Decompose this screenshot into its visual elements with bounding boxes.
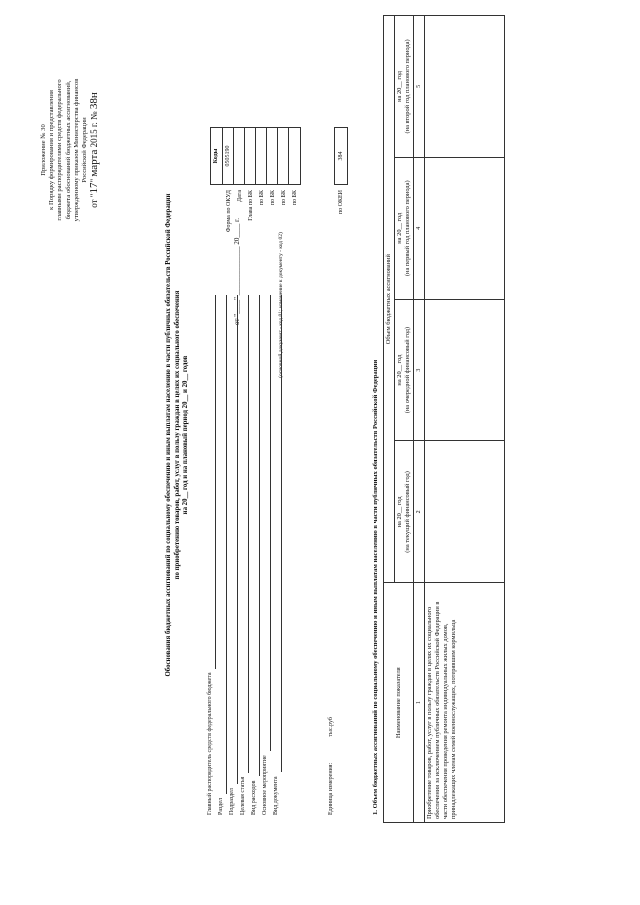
amount-cell[interactable]: [425, 299, 505, 441]
year-column-header: [395, 157, 414, 299]
column-number: 5: [414, 16, 425, 158]
section-title: 1. Объем бюджетных ассигнований по социальному обеспечению и иным выплатам населению в части публичных обязательств Российской Федерации: [372, 359, 379, 815]
order-prefix: от ": [89, 193, 100, 208]
order-reference: от "17" марта 2015 г. № 38н: [88, 92, 101, 208]
field-label: Вид документа: [273, 776, 279, 815]
code-bk-cell[interactable]: [256, 128, 267, 184]
date-line: от "____" ______________ 20____ г.: [233, 217, 241, 325]
field-label: Подраздел: [229, 788, 235, 815]
code-label: по БК: [281, 190, 287, 206]
field-input-line[interactable]: [241, 295, 249, 773]
year-column-header: [395, 299, 414, 441]
field-input-line[interactable]: [263, 295, 271, 751]
year-header-line: на 20__ год: [396, 496, 403, 528]
field-row: [271, 295, 282, 815]
appendix-line: бюджета обоснований бюджетных ассигнований,: [64, 80, 72, 220]
codes-header: Коды: [211, 128, 223, 184]
amount-cell[interactable]: [425, 441, 505, 583]
amount-cell[interactable]: [425, 157, 505, 299]
year-header-line: на 20__ год: [396, 70, 403, 102]
amount-cell[interactable]: [425, 16, 505, 158]
code-bk-cell[interactable]: [289, 128, 300, 184]
document-title: [165, 165, 191, 705]
order-number: 38н: [88, 92, 101, 110]
field-input-line[interactable]: [252, 295, 260, 777]
header-fields: [205, 295, 282, 815]
appendix-line: Российской Федерации: [81, 117, 89, 183]
field-input-line[interactable]: [219, 295, 227, 794]
field-row: [249, 295, 260, 815]
unit-value: тыс.руб: [328, 717, 334, 737]
field-input-line[interactable]: [230, 295, 238, 784]
column-number: 2: [414, 441, 425, 583]
title-line-1: Обоснования бюджетных ассигнований по социальному обеспечению и иным выплатам населению в части публичных обязательств Российской Федерации: [165, 193, 172, 677]
codes-table: [210, 127, 301, 185]
code-label: Форма по ОКУД: [226, 190, 232, 233]
appendix-line: утвержденному приказом Министерства финансов: [72, 78, 80, 222]
code-bk-cell[interactable]: [278, 128, 289, 184]
okei-label: по ОКЕИ: [338, 190, 344, 215]
field-label: Основное мероприятие: [262, 755, 268, 815]
field-label: Целевая статья: [240, 776, 246, 815]
year-header-caption: (на первый год планового периода): [404, 180, 411, 277]
column-number: 3: [414, 299, 425, 441]
title-line-3: на 20__ год и на плановый период 20__ и 20__ годов: [182, 355, 190, 515]
column-number-row: [414, 16, 425, 823]
appendix-line: к Порядку формирования и представления: [48, 90, 56, 210]
table-row: [425, 16, 505, 823]
column-number: 1: [414, 583, 425, 823]
field-label: Раздел: [218, 798, 224, 815]
allocations-group-header: Объем бюджетных ассигнований: [384, 16, 395, 583]
table-header-row: [384, 16, 395, 823]
code-label: по БК: [259, 190, 265, 206]
column-number: 4: [414, 157, 425, 299]
field-row: [260, 295, 271, 815]
order-year: 2015 г. №: [89, 111, 100, 148]
year-column-header: [395, 16, 414, 158]
okei-code-cell[interactable]: 384: [334, 127, 348, 185]
code-okud-cell[interactable]: 0505190: [223, 128, 234, 184]
code-bk-cell[interactable]: [267, 128, 278, 184]
code-chapter-cell[interactable]: [245, 128, 256, 184]
code-label: по БК: [292, 190, 298, 206]
code-date-cell[interactable]: [234, 128, 245, 184]
field-row: [205, 295, 216, 815]
field-row: [216, 295, 227, 815]
year-header-caption: (на текущий финансовый год): [404, 471, 411, 553]
appendix-reference: [40, 35, 101, 265]
unit-row: [328, 515, 334, 815]
code-label: Дата: [237, 190, 243, 202]
code-labels: [212, 190, 301, 305]
appendix-line: главными распорядителями средств федерального: [56, 79, 64, 221]
code-label: по БК: [270, 190, 276, 206]
allocations-table: [383, 15, 505, 823]
field-input-line[interactable]: [274, 295, 282, 772]
year-header-line: на 20__ год: [396, 212, 403, 244]
field-row: [227, 295, 238, 815]
field-row: [238, 295, 249, 815]
order-month: марта: [88, 149, 101, 177]
year-header-caption: (на второй год планового периода): [404, 39, 411, 134]
year-header-line: на 20__ год: [396, 354, 403, 386]
year-column-header: [395, 441, 414, 583]
indicator-name-cell: Приобретение товаров, работ, услуг в пользу граждан в целях их социального обеспечения за исключением публичных обязательств Российской Федерации в части обеспечения проведения ремонта индивидуальных жилых домов, принадлежащих членам семей военнослужащих, потерявшим кормильца: [425, 583, 505, 823]
appendix-line: Приложение № 30: [40, 124, 47, 176]
unit-label: Единица измерения:: [328, 762, 334, 815]
field-input-line[interactable]: [208, 295, 216, 669]
order-day: 17: [88, 182, 101, 194]
field-label: Вид расходов: [251, 780, 257, 815]
document-kind-caption: (основной документ - код 01; изменение к документу - код 02): [278, 232, 284, 378]
title-line-2: по приобретению товаров, работ, услуг в пользу граждан в целях их социального обеспечения: [173, 290, 181, 580]
year-header-caption: (на очередной финансовый год): [404, 326, 411, 414]
field-label: Главный распорядитель средств федерального бюджета: [207, 672, 213, 815]
code-label: Глава по БК: [248, 190, 254, 221]
indicator-name-header: Наименование показателя: [384, 583, 414, 823]
